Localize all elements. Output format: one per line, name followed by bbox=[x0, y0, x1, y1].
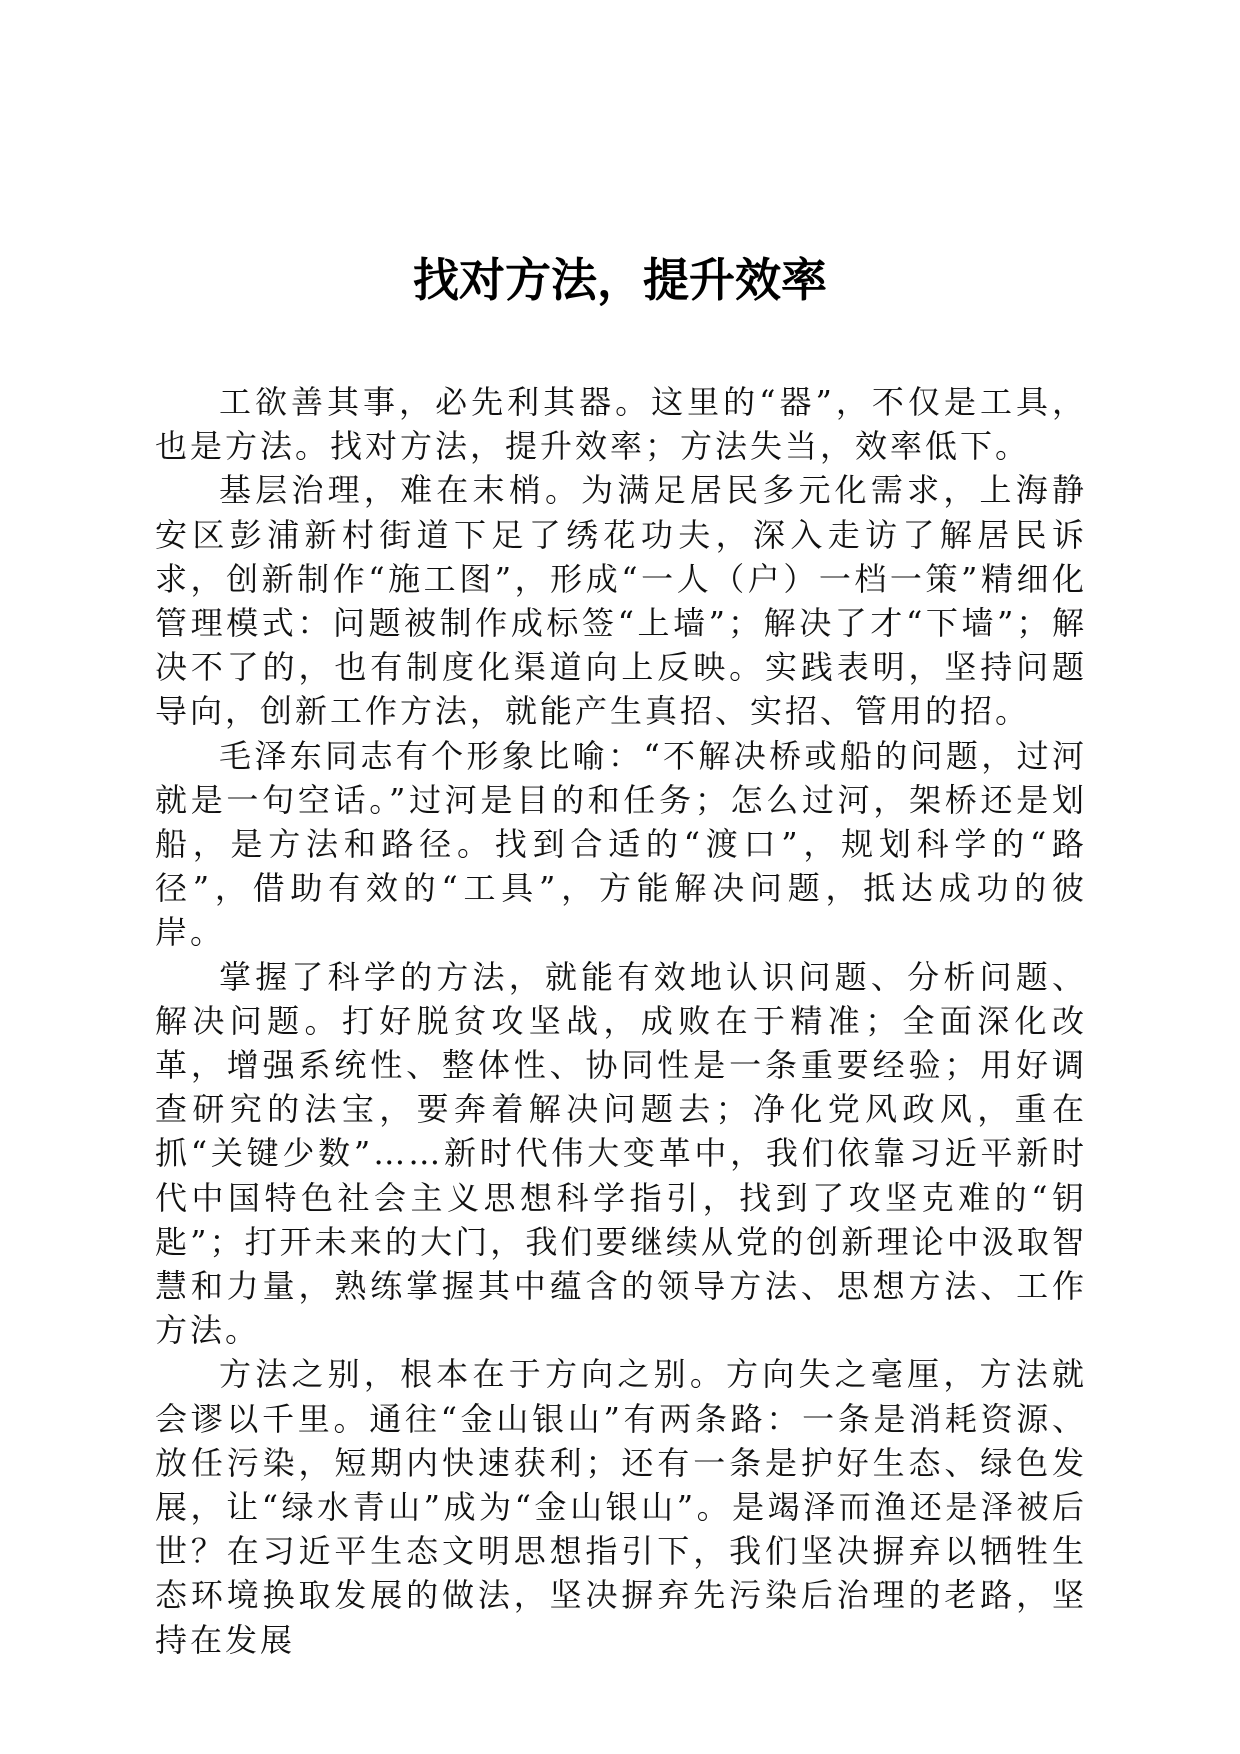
paragraph-2: 基层治理，难在末梢。为满足居民多元化需求，上海静安区彭浦新村街道下足了绣花功夫，深入走访了解居民诉求，创新制作“施工图”，形成“一人（户）一档一策”精细化管理模式：问题被制作成标签“上墙”；解决了才“下墙”；解决不了的，也有制度化渠道向上反映。实践表明，坚持问题导向，创新工作方法，就能产生真招、实招、管用的招。 bbox=[155, 471, 1087, 731]
document-title: 找对方法，提升效率 bbox=[413, 253, 827, 307]
paragraph-3: 毛泽东同志有个形象比喻：“不解决桥或船的问题，过河就是一句空话。”过河是目的和任务；怎么过河，架桥还是划船，是方法和路径。找到合适的“渡口”，规划科学的“路径”，借助有效的“工具”，方能解决问题，抵达成功的彼岸。 bbox=[155, 736, 1087, 952]
paragraph-4: 掌握了科学的方法，就能有效地认识问题、分析问题、解决问题。打好脱贫攻坚战，成败在于精准；全面深化改革，增强系统性、整体性、协同性是一条重要经验；用好调查研究的法宝，要奔着解决问题去；净化党风政风，重在抓“关键少数”……新时代伟大变革中，我们依靠习近平新时代中国特色社会主义思想科学指引，找到了攻坚克难的“钥匙”；打开未来的大门，我们要继续从党的创新理论中汲取智慧和力量，熟练掌握其中蕴含的领导方法、思想方法、工作方法。 bbox=[155, 957, 1087, 1350]
paragraph-5: 方法之别，根本在于方向之别。方向失之毫厘，方法就会谬以千里。通往“金山银山”有两条路：一条是消耗资源、放任污染，短期内快速获利；还有一条是护好生态、绿色发展，让“绿水青山”成为“金山银山”。是竭泽而渔还是泽被后世？在习近平生态文明思想指引下，我们坚决摒弃以牺牲生态环境换取发展的做法，坚决摒弃先污染后治理的老路，坚持在发展 bbox=[155, 1355, 1087, 1659]
paragraph-1: 工欲善其事，必先利其器。这里的“器”，不仅是工具，也是方法。找对方法，提升效率；方法失当，效率低下。 bbox=[155, 383, 1087, 466]
document-body bbox=[155, 380, 1087, 1662]
